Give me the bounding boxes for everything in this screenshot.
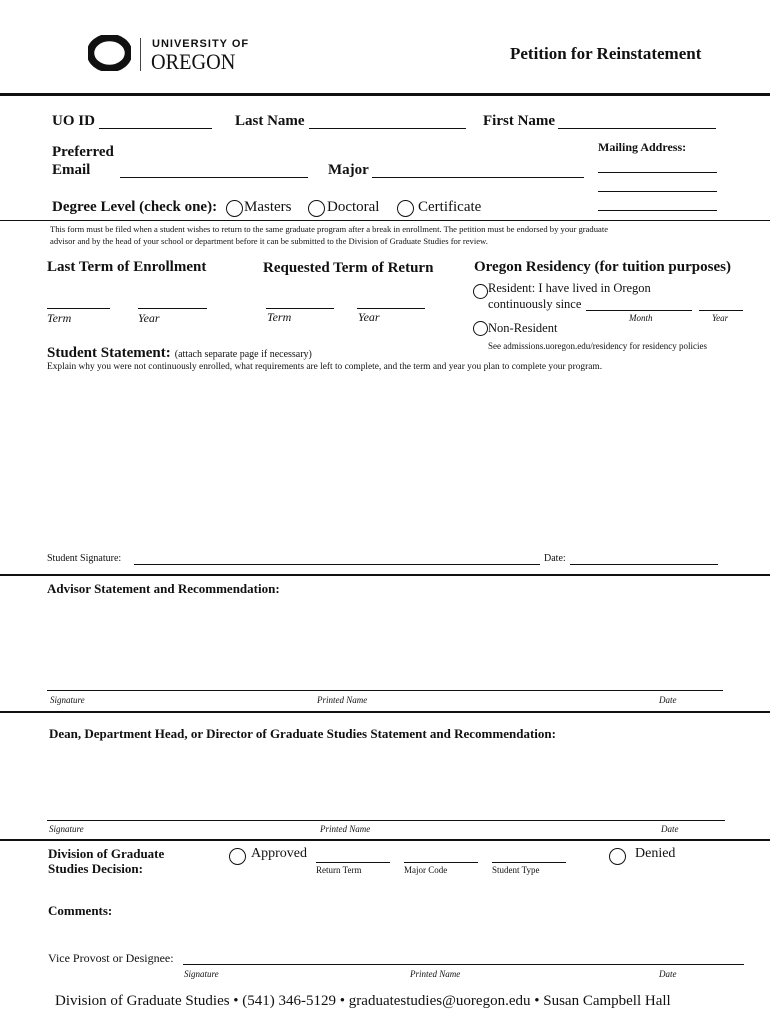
student-statement-note: (attach separate page if necessary) xyxy=(174,349,312,360)
advisor-date-label: Date xyxy=(659,695,677,705)
student-statement-heading xyxy=(47,344,312,362)
vice-provost-printed-name-label: Printed Name xyxy=(410,969,461,979)
mailing-address-line-3[interactable] xyxy=(598,210,717,211)
vice-provost-date-label: Date xyxy=(659,969,677,979)
first-name-field[interactable] xyxy=(558,128,716,129)
resident-month-field[interactable] xyxy=(586,310,692,311)
major-code-field[interactable] xyxy=(404,862,478,863)
email-label: Email xyxy=(52,162,91,178)
return-term-field[interactable] xyxy=(316,862,390,863)
comments-area[interactable] xyxy=(48,920,738,945)
header-rule xyxy=(0,93,770,96)
dean-signature-line[interactable] xyxy=(47,820,725,821)
instructions-line-2: advisor and by the head of your school or department before it can be submitted to the Division of Graduate Studies for review. xyxy=(50,236,488,246)
requested-term-year-label: Year xyxy=(358,310,380,324)
degree-doctoral-radio[interactable] xyxy=(308,200,325,217)
major-label: Major xyxy=(328,162,369,178)
vice-provost-label: Vice Provost or Designee: xyxy=(48,951,174,965)
return-term-label: Return Term xyxy=(316,865,362,875)
requested-term-term-label: Term xyxy=(267,310,292,324)
last-term-term-field[interactable] xyxy=(47,308,110,309)
dean-statement-area[interactable] xyxy=(47,745,737,815)
dean-heading: Dean, Department Head, or Director of Graduate Studies Statement and Recommendation: xyxy=(49,726,556,741)
vice-provost-signature-line[interactable] xyxy=(183,964,744,965)
requested-term-term-field[interactable] xyxy=(266,308,334,309)
decision-heading-2: Studies Decision: xyxy=(48,861,143,876)
denied-label: Denied xyxy=(635,846,676,861)
degree-doctoral-label: Doctoral xyxy=(327,199,380,215)
resident-year-label: Year xyxy=(712,313,729,323)
denied-radio[interactable] xyxy=(609,848,626,865)
logo-oregon: OREGON xyxy=(151,49,236,74)
footer-contact: Division of Graduate Studies • (541) 346-5129 • graduatestudies@uoregon.edu • Susan Campbell Hall xyxy=(55,993,671,1009)
resident-label-1: Resident: I have lived in Oregon xyxy=(488,281,651,295)
student-type-field[interactable] xyxy=(492,862,566,863)
page-title: Petition for Reinstatement xyxy=(510,44,702,63)
degree-certificate-radio[interactable] xyxy=(397,200,414,217)
section-rule-4 xyxy=(0,839,770,841)
student-statement-instruction: Explain why you were not continuously enrolled, what requirements are left to complete, and the term and year you plan to complete your program. xyxy=(47,362,603,372)
uo-o-logo-icon xyxy=(88,35,131,71)
major-code-label: Major Code xyxy=(404,865,448,875)
student-date-field[interactable] xyxy=(570,564,718,565)
mailing-address-line-2[interactable] xyxy=(598,191,717,192)
last-name-label: Last Name xyxy=(235,113,305,129)
logo-university-of: UNIVERSITY OF xyxy=(152,38,250,50)
advisor-printed-name-label: Printed Name xyxy=(317,695,368,705)
degree-masters-radio[interactable] xyxy=(226,200,243,217)
resident-radio[interactable] xyxy=(473,284,488,299)
residency-note: See admissions.uoregon.edu/residency for residency policies xyxy=(488,341,707,351)
mailing-address-label: Mailing Address: xyxy=(598,140,687,154)
dean-signature-label: Signature xyxy=(49,824,84,834)
instructions-line-1: This form must be filed when a student wishes to return to the same graduate program after a break in enrollment. The petition must be endorsed by your graduate xyxy=(50,224,609,234)
residency-heading: Oregon Residency (for tuition purposes) xyxy=(474,259,731,275)
degree-certificate-label: Certificate xyxy=(418,199,482,215)
student-signature-field[interactable] xyxy=(134,564,540,565)
last-term-term-label: Term xyxy=(47,311,72,325)
dean-date-label: Date xyxy=(661,824,679,834)
section-rule-3 xyxy=(0,711,770,713)
dean-printed-name-label: Printed Name xyxy=(320,824,371,834)
last-term-year-field[interactable] xyxy=(138,308,207,309)
email-field[interactable] xyxy=(120,177,308,178)
major-field[interactable] xyxy=(372,177,584,178)
resident-month-label: Month xyxy=(629,313,653,323)
advisor-statement-area[interactable] xyxy=(47,600,737,685)
mailing-address-line-1[interactable] xyxy=(598,172,717,173)
student-type-label: Student Type xyxy=(492,865,540,875)
first-name-label: First Name xyxy=(483,113,556,129)
last-term-heading: Last Term of Enrollment xyxy=(47,259,207,275)
section-rule-1 xyxy=(0,220,770,221)
student-statement-title: Student Statement: xyxy=(47,345,171,361)
uo-id-field[interactable] xyxy=(99,128,212,129)
comments-label: Comments: xyxy=(48,903,113,918)
degree-masters-label: Masters xyxy=(244,199,292,215)
section-rule-2 xyxy=(0,574,770,576)
advisor-signature-line[interactable] xyxy=(47,690,723,691)
student-signature-label: Student Signature: xyxy=(47,553,122,564)
last-term-year-label: Year xyxy=(138,311,160,325)
approved-label: Approved xyxy=(251,846,307,861)
degree-level-label: Degree Level (check one): xyxy=(52,199,218,215)
requested-term-year-field[interactable] xyxy=(357,308,425,309)
preferred-label: Preferred xyxy=(52,144,114,160)
advisor-signature-label: Signature xyxy=(50,695,85,705)
nonresident-label: Non-Resident xyxy=(488,321,558,335)
approved-radio[interactable] xyxy=(229,848,246,865)
vice-provost-signature-label: Signature xyxy=(184,969,219,979)
student-statement-area[interactable] xyxy=(47,378,737,546)
logo-divider xyxy=(140,38,141,71)
resident-label-2: continuously since xyxy=(488,297,582,311)
last-name-field[interactable] xyxy=(309,128,466,129)
requested-term-heading: Requested Term of Return xyxy=(263,260,434,276)
resident-year-field[interactable] xyxy=(699,310,743,311)
uo-id-label: UO ID xyxy=(52,113,95,129)
student-date-label: Date: xyxy=(544,553,566,564)
nonresident-radio[interactable] xyxy=(473,321,488,336)
decision-heading-1: Division of Graduate xyxy=(48,846,165,861)
advisor-heading: Advisor Statement and Recommendation: xyxy=(47,581,280,596)
